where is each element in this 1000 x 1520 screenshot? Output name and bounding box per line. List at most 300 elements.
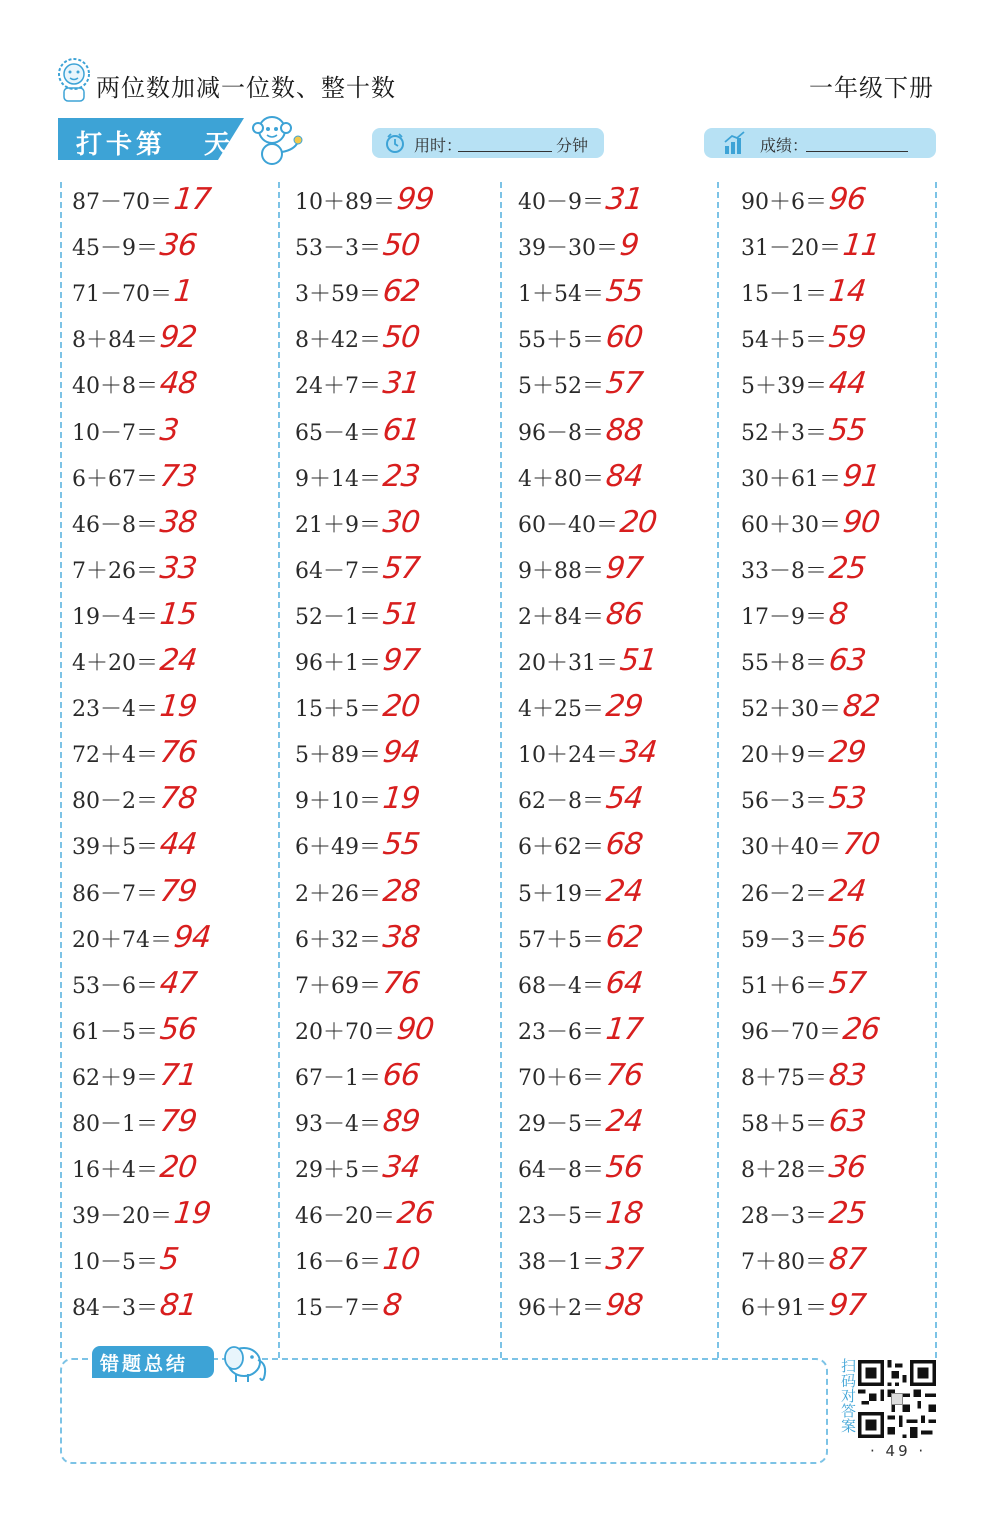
problem-item [741,1057,868,1104]
problem-item [72,1057,199,1104]
problem-question: 1＋54＝ [518,282,604,308]
handwritten-answer: 14 [827,274,868,310]
handwritten-answer: 9 [618,228,640,264]
problem-item [72,366,199,412]
handwritten-answer: 90 [395,1011,436,1047]
problem-question: 30＋61＝ [741,466,841,492]
problem-item [295,1196,436,1242]
handwritten-answer: 66 [381,1057,422,1093]
handwritten-answer: 28 [381,873,422,909]
problem-item [295,504,422,551]
problem-question: 24＋7＝ [295,374,381,400]
handwritten-answer: 55 [381,827,422,863]
problem-question: 6＋62＝ [518,835,604,861]
problem-question: 7＋80＝ [741,1250,827,1276]
handwritten-answer: 79 [158,873,199,909]
problem-question: 31－20＝ [741,236,841,262]
problem-item [518,412,645,459]
problem-item [518,504,659,551]
handwritten-answer: 94 [381,735,422,771]
problem-question: 52＋3＝ [741,420,827,446]
problem-question: 6＋49＝ [295,835,381,861]
handwritten-answer: 98 [604,1288,645,1324]
handwritten-answer: 10 [381,1242,422,1278]
handwritten-answer: 56 [827,919,868,955]
problem-item [72,827,199,873]
problem-item [72,781,199,827]
problem-item [295,1242,422,1288]
handwritten-answer: 90 [841,504,882,540]
problem-question: 70＋6＝ [518,1065,604,1091]
problem-question: 8＋75＝ [741,1065,827,1091]
problem-question: 58＋5＝ [741,1112,827,1137]
problem-item [741,1196,868,1242]
handwritten-answer: 97 [381,643,422,678]
qr-code[interactable] [858,1360,936,1438]
problem-question: 17－9＝ [741,604,827,630]
problem-item [72,643,199,689]
problem-question: 39－20＝ [72,1204,172,1230]
problem-item [295,781,422,827]
problem-question: 62＋9＝ [72,1065,158,1091]
problem-question: 8＋84＝ [72,328,158,354]
problem-question: 57＋5＝ [518,927,604,953]
problem-item [295,1011,436,1058]
handwritten-answer: 57 [604,366,645,402]
handwritten-answer: 62 [381,274,422,310]
problem-item [72,1288,199,1334]
score-input-line[interactable] [806,151,908,152]
problem-item [295,919,422,966]
handwritten-answer: 62 [604,919,645,955]
time-label: 用时： [414,136,463,155]
problem-question: 45－9＝ [72,236,158,262]
problem-item [518,1057,645,1104]
problem-item [518,1196,645,1242]
handwritten-answer: 79 [158,1104,199,1139]
handwritten-answer: 57 [827,965,868,1001]
handwritten-answer: 34 [381,1150,422,1186]
handwritten-answer: 3 [158,412,180,448]
handwritten-answer: 60 [604,320,645,356]
problem-item [72,1104,199,1150]
problem-question: 96－70＝ [741,1019,841,1045]
handwritten-answer: 26 [841,1011,882,1047]
handwritten-answer: 26 [395,1196,436,1232]
handwritten-answer: 23 [381,458,422,494]
page-number: · 49 · [870,1442,927,1460]
problem-question: 19－4＝ [72,604,158,630]
checkin-day-label: 天 [204,130,231,160]
problem-item [518,182,645,228]
problem-item [72,919,213,966]
handwritten-answer: 55 [604,274,645,310]
problem-question: 29－5＝ [518,1112,604,1137]
handwritten-answer: 1 [172,274,194,310]
problem-item [741,458,882,505]
problem-question: 5＋39＝ [741,374,827,400]
problem-item [295,689,422,735]
handwritten-answer: 91 [841,458,882,494]
time-input-line[interactable] [458,151,552,152]
problem-item [518,458,645,505]
problem-item [295,320,422,366]
handwritten-answer: 25 [827,550,868,586]
problem-item [295,458,422,505]
handwritten-answer: 64 [604,965,645,1001]
column-divider [935,182,937,1358]
problem-question: 60＋30＝ [741,512,841,538]
problem-question: 40－9＝ [518,190,604,215]
problem-question: 96＋2＝ [518,1296,604,1322]
problem-item [295,228,422,274]
handwritten-answer: 50 [381,320,422,356]
handwritten-answer: 19 [172,1196,213,1232]
problem-question: 64－8＝ [518,1158,604,1184]
problem-item [295,182,436,228]
problem-item [741,274,868,320]
problem-question: 23－5＝ [518,1204,604,1230]
problem-question: 53－6＝ [72,973,158,999]
handwritten-answer: 97 [604,550,645,586]
problem-question: 55＋5＝ [518,328,604,354]
problem-question: 4＋20＝ [72,651,158,676]
problem-question: 23－4＝ [72,697,158,723]
handwritten-answer: 70 [841,827,882,863]
handwritten-answer: 71 [158,1057,199,1093]
problem-question: 64－7＝ [295,558,381,584]
handwritten-answer: 63 [827,643,868,678]
handwritten-answer: 36 [827,1150,868,1186]
problem-item [72,320,199,366]
problem-item [741,366,868,412]
column-divider [500,182,502,1358]
handwritten-answer: 76 [381,965,422,1001]
handwritten-answer: 68 [604,827,645,863]
handwritten-answer: 56 [158,1011,199,1047]
handwritten-answer: 38 [158,504,199,540]
problem-question: 55＋8＝ [741,651,827,676]
problem-item [295,412,422,459]
handwritten-answer: 59 [827,320,868,356]
problem-item [741,320,868,366]
handwritten-answer: 51 [381,596,422,632]
page-topic: 两位数加减一位数、整十数 [96,74,396,102]
lion-icon [54,56,94,104]
problem-item [72,1242,178,1288]
problem-item [741,228,882,274]
problem-question: 80－2＝ [72,789,158,815]
problem-question: 86－7＝ [72,881,158,907]
monkey-icon [244,112,304,168]
problem-question: 51＋6＝ [741,973,827,999]
problem-question: 39＋5＝ [72,835,158,861]
handwritten-answer: 24 [604,873,645,909]
problem-item [72,504,199,551]
problem-item [741,504,882,551]
problem-item [295,735,422,781]
handwritten-answer: 25 [827,1196,868,1232]
handwritten-answer: 33 [158,550,199,586]
problem-question: 65－4＝ [295,420,381,446]
problem-question: 15－1＝ [741,282,827,308]
handwritten-answer: 73 [158,458,199,494]
problem-question: 9＋14＝ [295,466,381,492]
problem-item [518,873,645,920]
problem-question: 56－3＝ [741,789,827,815]
problem-item [741,827,882,873]
problem-item [72,873,199,920]
handwritten-answer: 76 [604,1057,645,1093]
problem-question: 8＋28＝ [741,1158,827,1184]
handwritten-answer: 24 [604,1104,645,1139]
problem-item [741,1150,868,1196]
problem-item [741,781,868,827]
handwritten-answer: 53 [827,781,868,817]
handwritten-answer: 55 [827,412,868,448]
problem-question: 9＋10＝ [295,789,381,815]
problem-question: 96－8＝ [518,420,604,446]
problem-question: 54＋5＝ [741,328,827,354]
problem-question: 52－1＝ [295,604,381,630]
problem-item [295,1288,401,1334]
handwritten-answer: 29 [604,689,645,725]
problem-item [295,827,422,873]
elephant-icon [214,1338,270,1384]
problem-item [518,274,645,320]
problem-item [518,228,638,274]
handwritten-answer: 87 [827,1242,868,1278]
problem-item [741,1288,868,1334]
problem-item [518,1104,645,1150]
problem-question: 5＋89＝ [295,743,381,769]
time-unit: 分钟 [556,136,589,155]
handwritten-answer: 56 [604,1150,645,1186]
problem-item [295,1150,422,1196]
problem-question: 46－20＝ [295,1204,395,1230]
problem-question: 52＋30＝ [741,697,841,723]
handwritten-answer: 37 [604,1242,645,1278]
problem-item [295,274,422,320]
problem-item [518,596,645,643]
problem-item [295,643,422,689]
summary-label: 错题总结 [100,1353,189,1375]
column-divider [717,182,719,1358]
checkin-label: 打卡第 [76,130,167,160]
problem-item [295,1104,422,1150]
handwritten-answer: 31 [381,366,422,402]
problem-question: 96＋1＝ [295,651,381,676]
problem-question: 80－1＝ [72,1112,158,1137]
problem-item [741,182,868,228]
handwritten-answer: 11 [841,228,882,264]
problem-item [72,689,199,735]
handwritten-answer: 34 [618,735,659,771]
handwritten-answer: 38 [381,919,422,955]
handwritten-answer: 24 [827,873,868,909]
handwritten-answer: 18 [604,1196,645,1232]
handwritten-answer: 50 [381,228,422,264]
problem-item [295,1057,422,1104]
handwritten-answer: 17 [172,182,213,217]
handwritten-answer: 8 [827,596,849,632]
problem-item [295,596,422,643]
problem-question: 16－6＝ [295,1250,381,1276]
handwritten-answer: 15 [158,596,199,632]
problem-item [518,1288,645,1334]
problem-item [295,550,422,597]
problem-question: 2＋84＝ [518,604,604,630]
handwritten-answer: 54 [604,781,645,817]
handwritten-answer: 81 [158,1288,199,1324]
problem-item [295,965,422,1012]
problem-question: 9＋88＝ [518,558,604,584]
problem-question: 87－70＝ [72,190,172,215]
handwritten-answer: 44 [158,827,199,863]
handwritten-answer: 96 [827,182,868,217]
problem-question: 71－70＝ [72,282,172,308]
handwritten-answer: 94 [172,919,213,955]
problem-item [518,366,645,412]
problem-item [72,182,213,228]
handwritten-answer: 78 [158,781,199,817]
problem-item [72,1150,199,1196]
handwritten-answer: 19 [381,781,422,817]
handwritten-answer: 20 [618,504,659,540]
problem-question: 7＋26＝ [72,558,158,584]
handwritten-answer: 47 [158,965,199,1001]
problem-question: 6＋32＝ [295,927,381,953]
problem-question: 90＋6＝ [741,190,827,215]
problem-item [72,413,178,459]
problem-item [518,781,645,827]
problem-question: 21＋9＝ [295,512,381,538]
clock-icon [384,132,406,154]
column-divider [60,182,62,1358]
problem-item [72,965,199,1012]
chart-icon [722,130,748,156]
problem-item [741,965,868,1012]
problem-item [518,689,645,735]
handwritten-answer: 8 [381,1288,403,1324]
handwritten-answer: 19 [158,689,199,725]
handwritten-answer: 92 [158,320,199,356]
problem-question: 28－3＝ [741,1204,827,1230]
handwritten-answer: 83 [827,1057,868,1093]
problem-question: 10＋24＝ [518,743,618,769]
handwritten-answer: 31 [604,182,645,217]
problem-question: 2＋26＝ [295,881,381,907]
problem-question: 8＋42＝ [295,328,381,354]
problem-item [518,735,659,781]
problem-item [295,366,422,412]
handwritten-answer: 99 [395,182,436,217]
grade-label: 一年级下册 [809,74,934,102]
handwritten-answer: 29 [827,735,868,771]
problem-item [518,1150,645,1196]
problem-question: 60－40＝ [518,512,618,538]
problem-item [741,412,868,459]
problem-item [518,919,645,966]
problem-item [72,458,199,505]
problem-item [518,1011,645,1058]
problem-question: 67－1＝ [295,1065,381,1091]
handwritten-answer: 86 [604,596,645,632]
problem-question: 72＋4＝ [72,743,158,769]
column-divider [278,182,280,1358]
problem-item [72,596,199,643]
handwritten-answer: 17 [604,1011,645,1047]
handwritten-answer: 20 [381,689,422,725]
problem-question: 68－4＝ [518,973,604,999]
problem-question: 30＋40＝ [741,835,841,861]
problem-item [72,550,199,597]
problem-question: 6＋91＝ [741,1296,827,1322]
score-label: 成绩： [760,136,809,155]
problem-item [72,1196,213,1242]
problem-question: 93－4＝ [295,1112,381,1137]
problem-item [741,643,868,689]
problem-question: 20＋70＝ [295,1019,395,1045]
problem-question: 53－3＝ [295,236,381,262]
problem-question: 15＋5＝ [295,697,381,723]
problem-item [72,228,199,274]
handwritten-answer: 88 [604,412,645,448]
problem-item [741,735,868,781]
handwritten-answer: 36 [158,228,199,264]
problem-question: 84－3＝ [72,1296,158,1322]
problem-question: 40＋8＝ [72,374,158,400]
handwritten-answer: 63 [827,1104,868,1139]
problem-question: 6＋67＝ [72,466,158,492]
handwritten-answer: 30 [381,504,422,540]
problem-question: 4＋25＝ [518,697,604,723]
problem-question: 23－6＝ [518,1019,604,1045]
problem-item [741,1011,882,1058]
problem-question: 20＋74＝ [72,927,172,953]
handwritten-answer: 82 [841,689,882,725]
problem-item [741,1242,868,1288]
problem-question: 5＋19＝ [518,881,604,907]
problem-item [518,827,645,873]
problem-item [741,873,868,920]
problem-item [518,643,659,689]
problem-item [72,274,192,320]
problem-item [518,550,645,597]
problem-item [295,873,422,920]
handwritten-answer: 84 [604,458,645,494]
problem-question: 3＋59＝ [295,282,381,308]
problem-item [518,1242,645,1288]
problem-question: 4＋80＝ [518,466,604,492]
problem-question: 15－7＝ [295,1296,381,1322]
problem-question: 33－8＝ [741,558,827,584]
problem-item [72,735,199,781]
problem-question: 59－3＝ [741,927,827,953]
scan-answer-label: 扫码对答案 [839,1358,857,1433]
handwritten-answer: 57 [381,550,422,586]
problem-question: 38－1＝ [518,1250,604,1276]
handwritten-answer: 20 [158,1150,199,1186]
handwritten-answer: 97 [827,1288,868,1324]
problem-item [741,550,868,597]
handwritten-answer: 48 [158,366,199,402]
problem-question: 16＋4＝ [72,1158,158,1184]
problem-question: 39－30＝ [518,236,618,262]
handwritten-answer: 5 [158,1242,180,1278]
handwritten-answer: 24 [158,643,199,678]
handwritten-answer: 44 [827,366,868,402]
